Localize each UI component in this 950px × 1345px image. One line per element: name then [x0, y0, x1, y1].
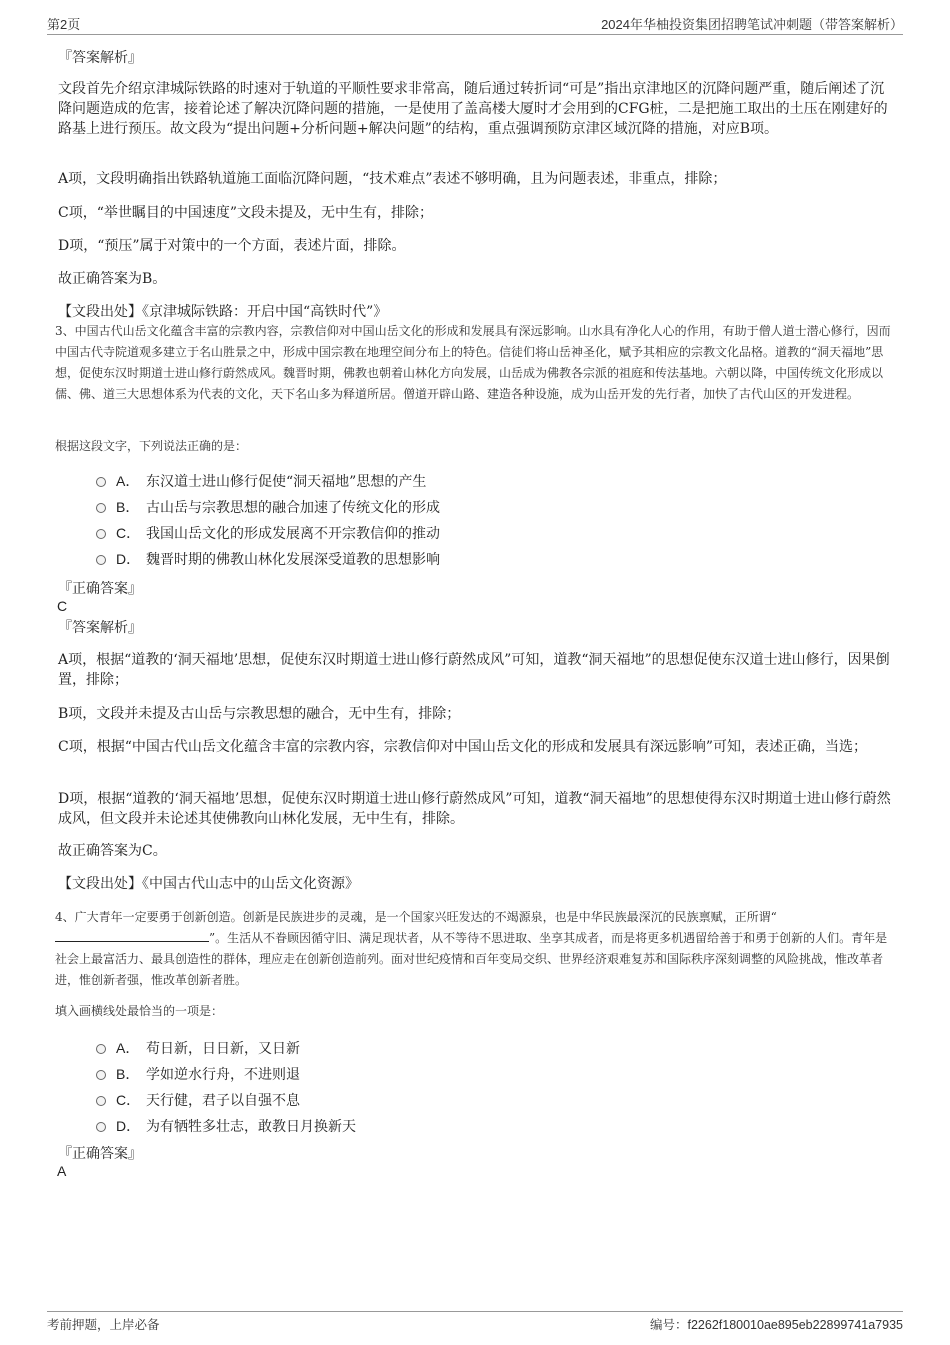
radio-icon[interactable] — [96, 529, 106, 539]
option-text: 天行健，君子以自强不息 — [146, 1093, 300, 1109]
q2-analysis-label: 『答案解析』 — [58, 50, 142, 66]
q4-stem-before: 4、广大青年一定要勇于创新创造。创新是民族进步的灵魂，是一个国家兴旺发达的不竭源泉，也是中华民族最深沉的民族禀赋，正所谓“ — [55, 910, 777, 924]
q3-option-a[interactable] — [96, 471, 426, 491]
q3-option-d-analysis: D项，根据“道教的‘洞天福地’思想，促使东汉时期道士进山修行蔚然成风”可知，道教“洞天福地”的思想使得东汉时期道士进山修行蔚然成风，但文段并未论述其使佛教向山林化发展，无中生有，排除。 — [58, 791, 891, 827]
q4-option-c[interactable] — [96, 1090, 300, 1110]
option-text: 魏晋时期的佛教山林化发展深受道教的思想影响 — [146, 552, 440, 568]
q2-conclusion: 故正确答案为B。 — [58, 271, 167, 287]
radio-icon[interactable] — [96, 1044, 106, 1054]
page-number: 第2页 — [47, 17, 81, 32]
radio-icon[interactable] — [96, 1122, 106, 1132]
radio-icon[interactable] — [96, 1070, 106, 1080]
q2-option-d-analysis: D项，“预压”属于对策中的一个方面，表述片面，排除。 — [58, 238, 406, 254]
q3-answer: C — [57, 598, 68, 614]
q2-option-a-analysis: A项，文段明确指出铁路轨道施工面临沉降问题，“技术难点”表述不够明确，且为问题表述，非重点，排除； — [58, 171, 727, 187]
document-id: 编号：f2262f180010ae895eb22899741a7935 — [649, 1318, 903, 1332]
option-text: 学如逆水行舟，不进则退 — [146, 1067, 300, 1083]
q3-option-b[interactable] — [96, 497, 440, 517]
radio-icon[interactable] — [96, 477, 106, 487]
q3-source: 【文段出处】《中国古代山志中的山岳文化资源》 — [58, 876, 359, 892]
page-footer — [47, 1311, 903, 1332]
q3-conclusion: 故正确答案为C。 — [58, 843, 167, 859]
radio-icon[interactable] — [96, 555, 106, 565]
q4-option-d[interactable] — [96, 1116, 356, 1136]
q3-stem: 3、中国古代山岳文化蕴含丰富的宗教内容，宗教信仰对中国山岳文化的形成和发展具有深远影响。山水具有净化人心的作用，有助于僧人道士潜心修行，因而中国古代寺院道观多建立于名山胜景之中，形成中国宗教在地理空间分布上的特色。信徒们将山岳神圣化，赋予其相应的宗教文化品格。道教的“洞天福地”思想，促使东汉时期道士进山修行蔚然成风。魏晋时期，佛教也朝着山林化方向发展，山岳成为佛教各宗派的祖庭和传法基地。六朝以降，中国传统文化形成以儒、佛、道三大思想体系为代表的文化，天下名山多为释道所居。僧道开辟山路、建造各种设施，成为山岳开发的先行者，加快了古代山区的开发进程。 — [55, 324, 891, 401]
q3-answer-label: 『正确答案』 — [58, 581, 142, 597]
footer-slogan: 考前押题，上岸必备 — [47, 1318, 160, 1332]
q4-option-a[interactable] — [96, 1038, 300, 1058]
q2-analysis-text: 文段首先介绍京津城际铁路的时速对于轨道的平顺性要求非常高，随后通过转折词“可是”指出京津地区的沉降问题严重，随后阐述了沉降问题造成的危害，接着论述了解决沉降问题的措施，一是使用了盖高楼大厦时才会用到的CFG桩，二是把施工取出的土压在刚建好的路基上进行预压。故文段为“提出问题+分析问题+解决问题”的结构，重点强调预防京津区域沉降的措施，对应B项。 — [58, 81, 888, 137]
q2-source: 【文段出处】《京津城际铁路：开启中国“高铁时代”》 — [58, 304, 388, 320]
option-text: 东汉道士进山修行促使“洞天福地”思想的产生 — [146, 474, 427, 490]
q3-prompt: 根据这段文字，下列说法正确的是： — [55, 439, 248, 453]
option-letter: B． — [116, 1066, 140, 1082]
q3-option-b-analysis: B项，文段并未提及古山岳与宗教思想的融合，无中生有，排除； — [58, 706, 461, 722]
option-letter: D． — [116, 1118, 141, 1134]
q4-option-b[interactable] — [96, 1064, 300, 1084]
q4-answer: A — [57, 1163, 67, 1179]
option-text: 古山岳与宗教思想的融合加速了传统文化的形成 — [146, 500, 440, 516]
radio-icon[interactable] — [96, 503, 106, 513]
option-letter: B． — [116, 499, 140, 515]
option-letter: C． — [116, 525, 141, 541]
q3-option-d[interactable] — [96, 549, 440, 569]
q3-option-c[interactable] — [96, 523, 440, 543]
q3-analysis-label: 『答案解析』 — [58, 620, 142, 636]
q4-stem — [55, 907, 897, 991]
q3-option-a-analysis: A项，根据“道教的‘洞天福地’思想，促使东汉时期道士进山修行蔚然成风”可知，道教“洞天福地”的思想促使东汉道士进山修行，因果倒置，排除； — [58, 652, 890, 688]
q4-prompt: 填入画横线处最恰当的一项是： — [55, 1004, 224, 1018]
option-letter: A． — [116, 1040, 140, 1056]
q2-option-c-analysis: C项，“举世瞩目的中国速度”文段未提及，无中生有，排除； — [58, 205, 434, 221]
option-letter: D． — [116, 551, 141, 567]
q3-option-c-analysis: C项，根据“中国古代山岳文化蕴含丰富的宗教内容，宗教信仰对中国山岳文化的形成和发展具有深远影响”可知，表述正确，当选； — [58, 739, 868, 755]
option-text: 苟日新，日日新，又日新 — [146, 1041, 300, 1057]
q4-stem-after: ”。生活从不眷顾因循守旧、满足现状者，从不等待不思进取、坐享其成者，而是将更多机遇留给善于和勇于创新的人们。青年是社会上最富活力、最具创造性的群体，理应走在创新创造前列。面对世纪疫情和百年变局交织、世界经济艰难复苏和国际秩序深刻调整的风险挑战，惟改革者进，惟创新者强，惟改革创新者胜。 — [55, 931, 888, 987]
page-header — [47, 14, 903, 35]
option-text: 为有牺牲多壮志，敢教日月换新天 — [146, 1119, 356, 1135]
option-letter: A． — [116, 473, 140, 489]
document-title: 2024年华柚投资集团招聘笔试冲刺题（带答案解析） — [601, 17, 903, 32]
radio-icon[interactable] — [96, 1096, 106, 1106]
option-text: 我国山岳文化的形成发展离不开宗教信仰的推动 — [146, 526, 440, 542]
fill-in-blank — [55, 930, 209, 942]
q4-answer-label: 『正确答案』 — [58, 1146, 142, 1162]
option-letter: C． — [116, 1092, 141, 1108]
